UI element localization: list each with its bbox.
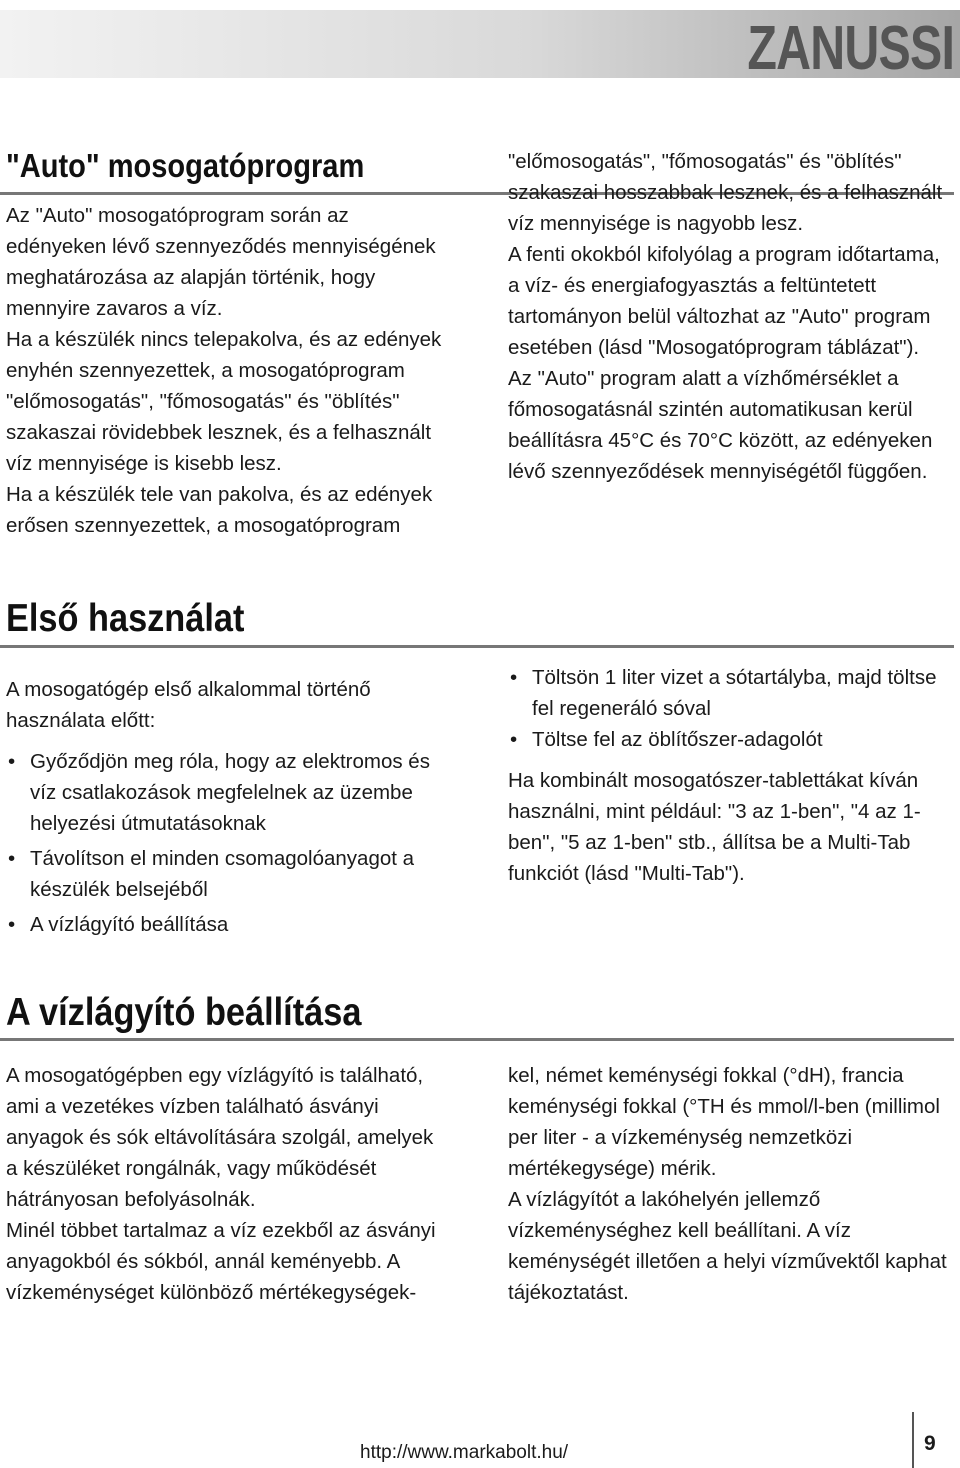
footer-link[interactable]: http://www.markabolt.hu/: [360, 1442, 569, 1463]
first-use-left-column: [6, 674, 446, 940]
paragraph: Az "Auto" mosogatóprogram során az edényeken lévő szennyeződés mennyiségének meghatározása az alapján történik, hogy mennyire zavaros a víz.: [6, 204, 436, 320]
paragraph: Ha a készülék tele van pakolva, és az edények erősen szennyezettek, a mosogatóprogram: [6, 483, 433, 537]
section-title-first-use: Első használat: [6, 597, 245, 640]
brand-logo: ZANUSSI: [747, 14, 954, 83]
section-divider: [0, 1038, 954, 1041]
header-bar: [0, 10, 960, 83]
paragraph: A vízlágyítót a lakóhelyén jellemző vízkeménységhez kell beállítani. A víz keménységét illetően a helyi vízművektől kaphat tájékoztatást.: [508, 1188, 947, 1304]
footer-divider: [912, 1412, 914, 1468]
paragraph: A fenti okokból kifolyólag a program időtartama, a víz- és energiafogyasztás a feltüntetett tartományon belül változhat az "Auto" program esetében (lásd "Mosogatóprogram táblázat").: [508, 243, 940, 359]
paragraph: A mosogatógépben egy vízlágyító is található, ami a vezetékes vízben található ásványi anyagok és sók eltávolítására szolgál, amelyek a készüléket rongálnák, vagy működését hátrányosan befolyásolnák.: [6, 1064, 434, 1211]
section-title-softener: A vízlágyító beállítása: [6, 991, 362, 1034]
softener-right-column: [508, 1060, 948, 1308]
first-use-bullet-list: [6, 746, 446, 940]
paragraph: Ha a készülék nincs telepakolva, és az edények enyhén szennyezettek, a mosogatóprogram "előmosogatás", "főmosogatás" és "öblítés" szakaszai rövidebbek lesznek, és a felhasznált víz mennyisége is kisebb lesz.: [6, 328, 442, 475]
first-use-right-column: [508, 662, 948, 889]
list-item: • Távolítson el minden csomagolóanyagot a készülék belsejéből: [6, 843, 446, 905]
section-divider: [0, 645, 954, 648]
list-item: • Töltse fel az öblítőszer-adagolót: [508, 724, 948, 755]
section-title-auto: "Auto" mosogatóprogram: [6, 147, 365, 184]
auto-left-column: [6, 200, 446, 541]
paragraph: Az "Auto" program alatt a vízhőmérséklet a főmosogatásnál szintén automatikusan kerül beállításra 45°C és 70°C között, az edényeken lévő szennyeződések mennyiségétől függően.: [508, 367, 933, 483]
paragraph: "előmosogatás", "főmosogatás" és "öblítés" szakaszai hosszabbak lesznek, és a felhasznált víz mennyisége is nagyobb lesz.: [508, 150, 943, 235]
paragraph: kel, német keménységi fokkal (°dH), francia keménységi fokkal (°TH és mmol/l-ben (millimol per liter - a vízkeménység nemzetközi mértékegysége) mérik.: [508, 1064, 940, 1180]
list-item: • Győződjön meg róla, hogy az elektromos és víz csatlakozások megfelelnek az üzembe helyezési útmutatásoknak: [6, 746, 446, 839]
paragraph: Minél többet tartalmaz a víz ezekből az ásványi anyagokból és sókból, annál keményebb. A vízkeménységet különböző mértékegységek-: [6, 1219, 436, 1304]
first-use-bullet-list-right: [508, 662, 948, 755]
list-item: • A vízlágyító beállítása: [6, 909, 446, 940]
auto-right-column: [508, 146, 948, 487]
list-item: • Töltsön 1 liter vizet a sótartályba, majd töltse fel regeneráló sóval: [508, 662, 948, 724]
softener-left-column: [6, 1060, 446, 1308]
paragraph: Ha kombinált mosogatószer-tablettákat kíván használni, mint például: "3 az 1-ben", "4 az 1-ben", "5 az 1-ben" stb., állítsa be a Multi-Tab funkciót (lásd "Multi-Tab").: [508, 769, 921, 885]
intro-paragraph: A mosogatógép első alkalommal történő használata előtt:: [6, 678, 371, 732]
page-number: 9: [924, 1432, 936, 1455]
